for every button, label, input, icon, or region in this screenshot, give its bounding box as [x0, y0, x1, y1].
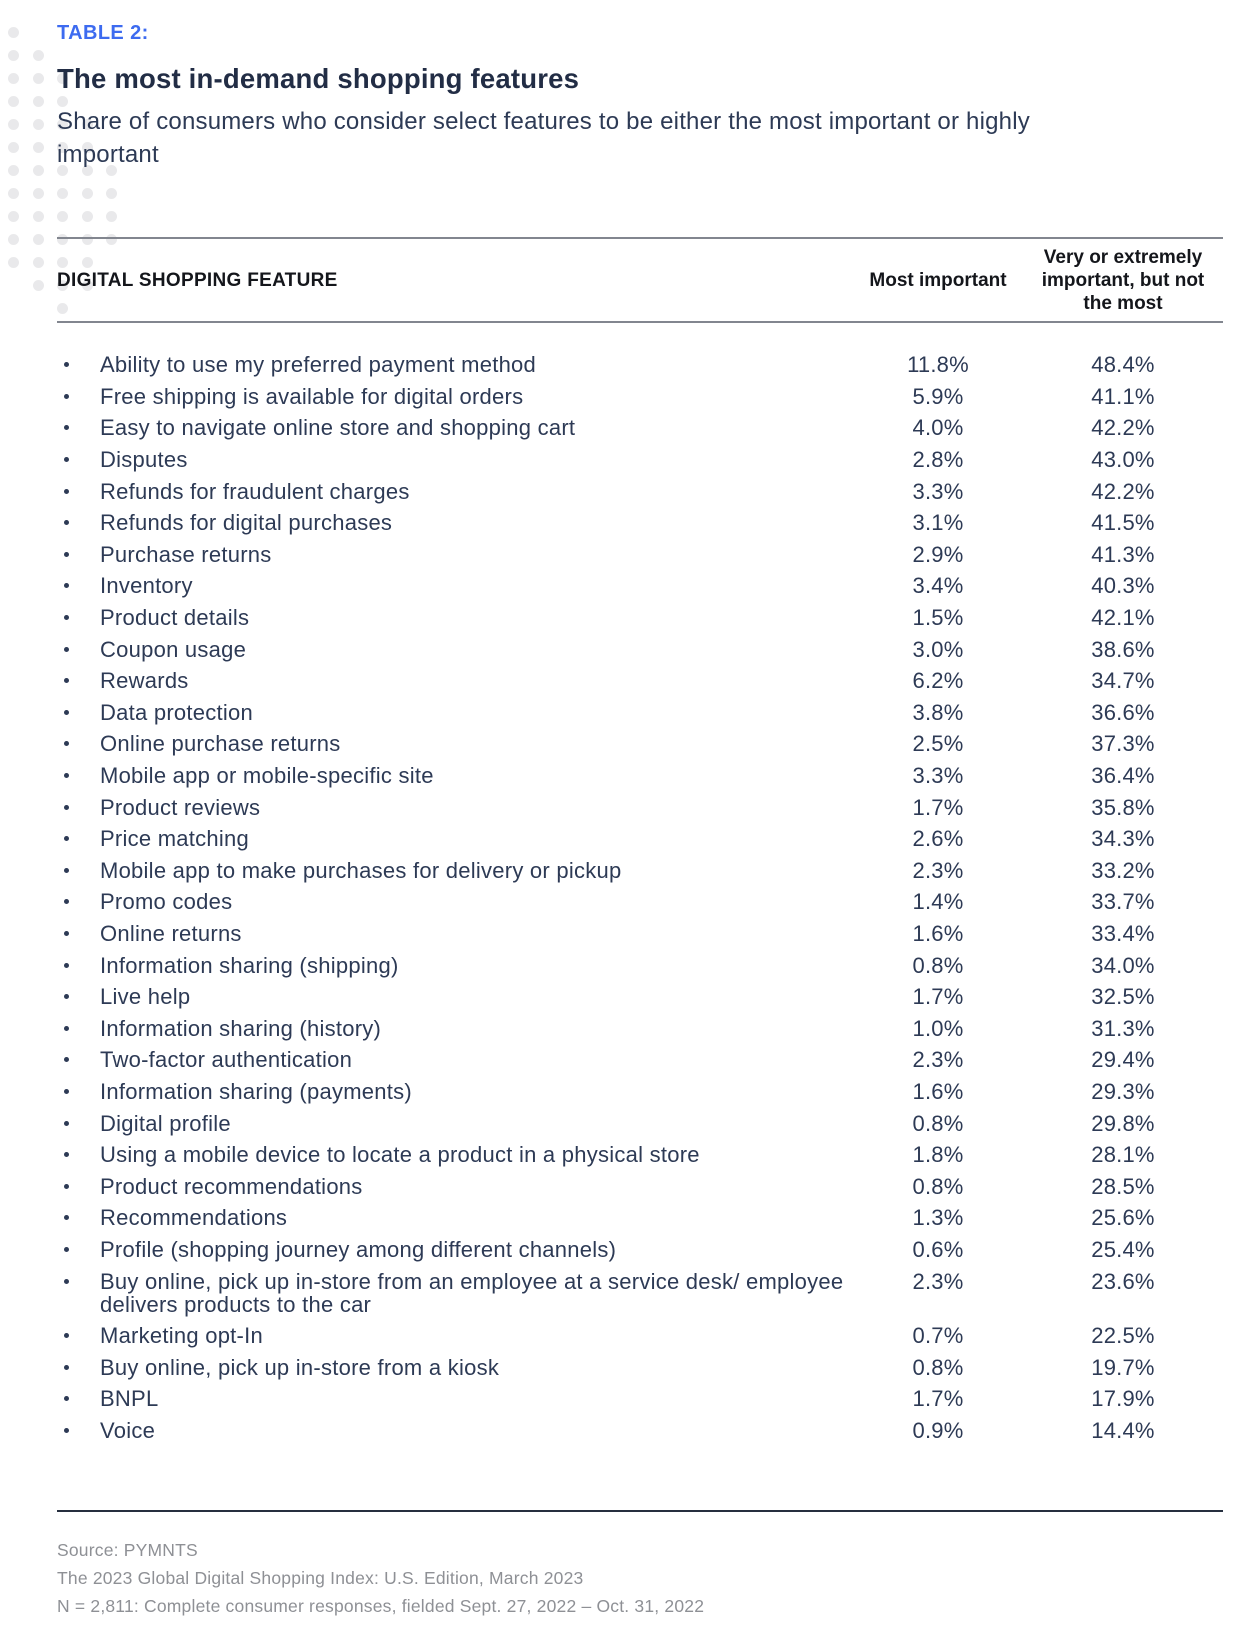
- feature-label: Rewards: [100, 668, 189, 694]
- very-important-value: 34.7%: [1091, 668, 1155, 694]
- bullet-icon: [64, 741, 69, 746]
- feature-label: Inventory: [100, 573, 193, 599]
- bullet-icon: [64, 805, 69, 810]
- most-important-value: 1.7%: [912, 984, 964, 1010]
- feature-label: Online purchase returns: [100, 731, 341, 757]
- feature-cell: [57, 1080, 853, 1103]
- bullet-icon: [64, 425, 69, 430]
- bullet-icon: [64, 1365, 69, 1370]
- column-header-feature: DIGITAL SHOPPING FEATURE: [57, 269, 338, 291]
- most-important-value: 0.7%: [912, 1323, 964, 1349]
- table-row: [57, 823, 1223, 855]
- feature-cell: [57, 890, 853, 913]
- feature-cell: [57, 1324, 853, 1347]
- feature-cell: [57, 385, 853, 408]
- very-important-value: 33.4%: [1091, 920, 1155, 946]
- very-important-value: 29.4%: [1091, 1047, 1155, 1073]
- very-important-value: 29.3%: [1091, 1078, 1155, 1104]
- feature-cell: [57, 353, 853, 376]
- feature-cell: [57, 480, 853, 503]
- table-row: [57, 475, 1223, 507]
- most-important-value: 1.0%: [912, 1015, 964, 1041]
- feature-label: Buy online, pick up in-store from an employee at a service desk/ employee delivers products to the car: [100, 1268, 844, 1317]
- feature-cell: [57, 669, 853, 692]
- table-row: [57, 1107, 1223, 1139]
- table-label: TABLE 2:: [57, 22, 149, 44]
- feature-label: Profile (shopping journey among different channels): [100, 1236, 617, 1262]
- feature-cell: [57, 1143, 853, 1166]
- very-important-value: 28.1%: [1091, 1142, 1155, 1168]
- bullet-icon: [64, 899, 69, 904]
- most-important-value: 3.3%: [912, 763, 964, 789]
- feature-label: Two-factor authentication: [100, 1047, 353, 1073]
- table-row: [57, 1383, 1223, 1415]
- feature-cell: [57, 1112, 853, 1135]
- feature-label: Live help: [100, 984, 191, 1010]
- feature-label: Free shipping is available for digital orders: [100, 383, 524, 409]
- table-row: [57, 1351, 1223, 1383]
- bullet-icon: [64, 1279, 69, 1284]
- bullet-icon: [64, 836, 69, 841]
- table-row: [57, 886, 1223, 918]
- very-important-value: 33.7%: [1091, 889, 1155, 915]
- most-important-value: 2.6%: [912, 826, 964, 852]
- feature-label: Information sharing (payments): [100, 1078, 412, 1104]
- most-important-value: 0.8%: [912, 952, 964, 978]
- most-important-value: 11.8%: [907, 352, 969, 378]
- feature-label: Promo codes: [100, 889, 233, 915]
- most-important-value: 3.3%: [912, 478, 964, 504]
- feature-label: Product reviews: [100, 794, 261, 820]
- page-subtitle: Share of consumers who consider select features to be either the most important or highly important: [57, 108, 1030, 168]
- table-row: [57, 602, 1223, 634]
- most-important-value: 5.9%: [912, 383, 964, 409]
- very-important-value: 48.4%: [1091, 352, 1155, 378]
- most-important-value: 1.6%: [912, 920, 964, 946]
- bullet-icon: [64, 1428, 69, 1433]
- sample-size-line: N = 2,811: Complete consumer responses, fielded Sept. 27, 2022 – Oct. 31, 2022: [57, 1596, 705, 1617]
- bullet-icon: [64, 868, 69, 873]
- feature-label: Information sharing (history): [100, 1015, 382, 1041]
- most-important-value: 2.5%: [912, 731, 964, 757]
- feature-cell: [57, 1048, 853, 1071]
- bullet-icon: [64, 552, 69, 557]
- table-row: [57, 1320, 1223, 1352]
- very-important-value: 40.3%: [1091, 573, 1155, 599]
- feature-label: Information sharing (shipping): [100, 952, 399, 978]
- feature-label: Product details: [100, 605, 250, 631]
- feature-label: Refunds for digital purchases: [100, 510, 393, 536]
- feature-cell: [57, 543, 853, 566]
- very-important-value: 35.8%: [1091, 794, 1155, 820]
- table-row: [57, 539, 1223, 571]
- bullet-icon: [64, 362, 69, 367]
- bullet-icon: [64, 963, 69, 968]
- bullet-icon: [64, 1215, 69, 1220]
- very-important-value: 36.6%: [1091, 699, 1155, 725]
- bullet-icon: [64, 931, 69, 936]
- very-important-value: 34.3%: [1091, 826, 1155, 852]
- table-row: [57, 1265, 1223, 1320]
- column-header-very-important: Very or extremely important, but not the most: [1041, 247, 1205, 314]
- bullet-icon: [64, 994, 69, 999]
- table-row: [57, 697, 1223, 729]
- bullet-icon: [64, 1247, 69, 1252]
- feature-cell: [57, 606, 853, 629]
- feature-label: Data protection: [100, 699, 253, 725]
- feature-cell: [57, 985, 853, 1008]
- table-row: [57, 981, 1223, 1013]
- most-important-value: 2.8%: [912, 447, 964, 473]
- very-important-value: 41.5%: [1091, 510, 1155, 536]
- feature-cell: [57, 638, 853, 661]
- most-important-value: 0.8%: [912, 1354, 964, 1380]
- table-row: [57, 349, 1223, 381]
- very-important-value: 42.2%: [1091, 478, 1155, 504]
- feature-label: Purchase returns: [100, 541, 272, 567]
- bullet-icon: [64, 647, 69, 652]
- feature-cell: [57, 859, 853, 882]
- table-row: [57, 381, 1223, 413]
- bullet-icon: [64, 1026, 69, 1031]
- very-important-value: 17.9%: [1091, 1386, 1155, 1412]
- table-row: [57, 633, 1223, 665]
- very-important-value: 22.5%: [1091, 1323, 1155, 1349]
- feature-cell: [57, 954, 853, 977]
- feature-cell: [57, 1419, 853, 1442]
- very-important-value: 29.8%: [1091, 1110, 1155, 1136]
- feature-cell: [57, 1238, 853, 1261]
- feature-cell: [57, 796, 853, 819]
- page-title: The most in-demand shopping features: [57, 63, 580, 94]
- feature-label: Mobile app to make purchases for delivery or pickup: [100, 857, 622, 883]
- table-row: [57, 1170, 1223, 1202]
- very-important-value: 36.4%: [1091, 763, 1155, 789]
- table-header-row: [57, 239, 1223, 321]
- table-row: [57, 1202, 1223, 1234]
- bullet-icon: [64, 1333, 69, 1338]
- feature-label: Disputes: [100, 447, 188, 473]
- table-row: [57, 949, 1223, 981]
- feature-label: Buy online, pick up in-store from a kiosk: [100, 1354, 500, 1380]
- feature-label: Price matching: [100, 826, 250, 852]
- table-row: [57, 1012, 1223, 1044]
- feature-cell: [57, 732, 853, 755]
- most-important-value: 4.0%: [912, 415, 964, 441]
- bullet-icon: [64, 1152, 69, 1157]
- feature-label: Marketing opt-In: [100, 1323, 263, 1349]
- very-important-value: 25.4%: [1091, 1236, 1155, 1262]
- bullet-icon: [64, 773, 69, 778]
- most-important-value: 2.3%: [912, 1268, 964, 1294]
- table-row: [57, 1415, 1223, 1447]
- table-row: [57, 412, 1223, 444]
- column-header-most-important: Most important: [869, 270, 1007, 291]
- very-important-value: 28.5%: [1091, 1173, 1155, 1199]
- feature-cell: [57, 1270, 853, 1316]
- feature-label: Recommendations: [100, 1205, 288, 1231]
- very-important-value: 43.0%: [1091, 447, 1155, 473]
- very-important-value: 31.3%: [1091, 1015, 1155, 1041]
- very-important-value: 19.7%: [1091, 1354, 1155, 1380]
- feature-label: Online returns: [100, 920, 242, 946]
- table-row: [57, 507, 1223, 539]
- table-row: [57, 728, 1223, 760]
- feature-label: Product recommendations: [100, 1173, 363, 1199]
- bullet-icon: [64, 457, 69, 462]
- feature-cell: [57, 511, 853, 534]
- feature-label: Refunds for fraudulent charges: [100, 478, 410, 504]
- most-important-value: 1.7%: [912, 794, 964, 820]
- table-row: [57, 1234, 1223, 1266]
- feature-cell: [57, 1206, 853, 1229]
- most-important-value: 3.8%: [912, 699, 964, 725]
- most-important-value: 0.6%: [912, 1236, 964, 1262]
- most-important-value: 3.0%: [912, 636, 964, 662]
- source-line: Source: PYMNTS: [57, 1540, 198, 1561]
- table-row: [57, 760, 1223, 792]
- feature-label: Easy to navigate online store and shopping cart: [100, 415, 576, 441]
- most-important-value: 6.2%: [912, 668, 964, 694]
- bullet-icon: [64, 1396, 69, 1401]
- most-important-value: 0.8%: [912, 1173, 964, 1199]
- feature-cell: [57, 1017, 853, 1040]
- feature-cell: [57, 922, 853, 945]
- bullet-icon: [64, 394, 69, 399]
- feature-label: Digital profile: [100, 1110, 231, 1136]
- bullet-icon: [64, 489, 69, 494]
- most-important-value: 0.9%: [912, 1417, 964, 1443]
- bullet-icon: [64, 1184, 69, 1189]
- bullet-icon: [64, 1121, 69, 1126]
- bullet-icon: [64, 520, 69, 525]
- most-important-value: 3.4%: [912, 573, 964, 599]
- table-row: [57, 444, 1223, 476]
- very-important-value: 42.1%: [1091, 605, 1155, 631]
- most-important-value: 1.4%: [912, 889, 964, 915]
- table-row: [57, 665, 1223, 697]
- most-important-value: 1.8%: [912, 1142, 964, 1168]
- very-important-value: 42.2%: [1091, 415, 1155, 441]
- feature-label: BNPL: [100, 1386, 159, 1412]
- report-edition-line: The 2023 Global Digital Shopping Index: U.S. Edition, March 2023: [57, 1568, 584, 1589]
- very-important-value: 41.1%: [1091, 383, 1155, 409]
- very-important-value: 14.4%: [1091, 1417, 1155, 1443]
- most-important-value: 1.5%: [912, 605, 964, 631]
- table-row: [57, 1044, 1223, 1076]
- bullet-icon: [64, 710, 69, 715]
- feature-cell: [57, 1356, 853, 1379]
- table-row: [57, 1139, 1223, 1171]
- feature-cell: [57, 827, 853, 850]
- source-footer: [57, 1536, 1223, 1620]
- feature-label: Voice: [100, 1417, 156, 1443]
- feature-cell: [57, 701, 853, 724]
- table-row: [57, 570, 1223, 602]
- very-important-value: 37.3%: [1091, 731, 1155, 757]
- very-important-value: 38.6%: [1091, 636, 1155, 662]
- table-row: [57, 1076, 1223, 1108]
- feature-label: Coupon usage: [100, 636, 247, 662]
- most-important-value: 2.3%: [912, 857, 964, 883]
- most-important-value: 2.3%: [912, 1047, 964, 1073]
- most-important-value: 1.7%: [912, 1386, 964, 1412]
- most-important-value: 1.3%: [912, 1205, 964, 1231]
- bullet-icon: [64, 615, 69, 620]
- feature-cell: [57, 1175, 853, 1198]
- bullet-icon: [64, 1057, 69, 1062]
- bullet-icon: [64, 678, 69, 683]
- feature-cell: [57, 574, 853, 597]
- very-important-value: 32.5%: [1091, 984, 1155, 1010]
- table-bottom-rule: [57, 1510, 1223, 1512]
- feature-cell: [57, 764, 853, 787]
- feature-cell: [57, 416, 853, 439]
- bullet-icon: [64, 1089, 69, 1094]
- very-important-value: 23.6%: [1091, 1268, 1155, 1294]
- feature-cell: [57, 1387, 853, 1410]
- feature-label: Mobile app or mobile-specific site: [100, 763, 434, 789]
- very-important-value: 33.2%: [1091, 857, 1155, 883]
- most-important-value: 0.8%: [912, 1110, 964, 1136]
- very-important-value: 41.3%: [1091, 541, 1155, 567]
- most-important-value: 1.6%: [912, 1078, 964, 1104]
- table-body: [57, 323, 1223, 1446]
- table-row: [57, 791, 1223, 823]
- feature-label: Ability to use my preferred payment method: [100, 352, 537, 378]
- very-important-value: 25.6%: [1091, 1205, 1155, 1231]
- feature-cell: [57, 448, 853, 471]
- bullet-icon: [64, 583, 69, 588]
- most-important-value: 2.9%: [912, 541, 964, 567]
- feature-label: Using a mobile device to locate a product in a physical store: [100, 1142, 700, 1168]
- table-row: [57, 918, 1223, 950]
- very-important-value: 34.0%: [1091, 952, 1155, 978]
- most-important-value: 3.1%: [912, 510, 964, 536]
- table-row: [57, 855, 1223, 887]
